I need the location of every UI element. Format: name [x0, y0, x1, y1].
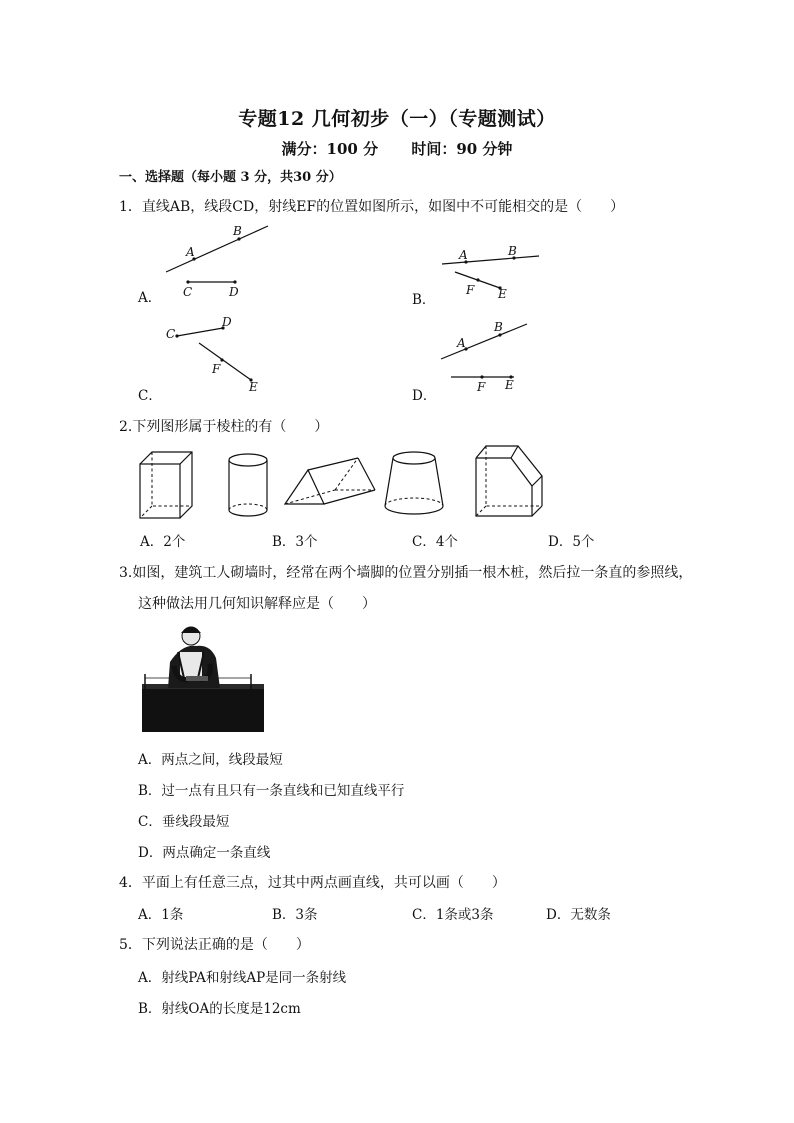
label-e: E — [498, 287, 507, 301]
q5-option-a: A．射线PA和射线AP是同一条射线 — [138, 970, 347, 986]
label-a: A — [459, 248, 468, 262]
question-3-line-2: 这种做法用几何知识解释应是（ ） — [138, 596, 376, 612]
time-info: 时间：90 分钟 — [411, 140, 513, 158]
label-b: B — [233, 224, 242, 238]
bricklayer-illustration — [140, 622, 264, 732]
cut-prism-figure — [476, 446, 542, 516]
label-b: B — [508, 244, 517, 258]
label-c: C — [183, 285, 193, 299]
q1-option-d: D． — [412, 388, 437, 404]
q3-option-c: C．垂线段最短 — [138, 814, 230, 830]
label-d: D — [222, 315, 232, 329]
q4-option-c: C．1条或3条 — [412, 907, 494, 923]
label-b: B — [494, 320, 503, 334]
question-4: 4．平面上有任意三点，过其中两点画直线，共可以画（ ） — [119, 875, 506, 891]
section-heading: 一、选择题（每小题 3 分，共30 分） — [119, 170, 342, 185]
q5-option-b: B．射线OA的长度是12cm — [138, 1001, 301, 1017]
question-3-line-1: 3.如图，建筑工人砌墙时，经常在两个墙脚的位置分别插一根木桩，然后拉一条直的参照线， — [119, 565, 693, 581]
question-2: 2.下列图形属于棱柱的有（ ） — [119, 419, 329, 435]
label-a: A — [457, 336, 466, 350]
q2-option-a: A．2个 — [140, 534, 186, 550]
label-f: F — [466, 283, 475, 297]
q2-option-d: D．5个 — [548, 534, 595, 550]
label-a: A — [186, 245, 195, 259]
label-e: E — [249, 380, 258, 394]
label-f: F — [212, 362, 221, 376]
cylinder-figure — [229, 454, 267, 516]
q3-option-a: A．两点之间，线段最短 — [138, 752, 283, 768]
q2-option-b: B．3个 — [272, 534, 318, 550]
label-f: F — [477, 380, 486, 394]
q1-option-a: A． — [138, 290, 162, 306]
score-info: 满分：100 分 — [281, 140, 379, 158]
question-1: 1．直线AB，线段CD，射线EF的位置如图所示，如图中不可能相交的是（ ） — [119, 199, 625, 215]
q4-option-a: A．1条 — [138, 907, 184, 923]
label-d: D — [229, 285, 239, 299]
question-5: 5．下列说法正确的是（ ） — [119, 937, 310, 953]
q3-option-d: D．两点确定一条直线 — [138, 845, 271, 861]
page-title: 专题12 几何初步（一）（专题测试） — [238, 108, 556, 130]
frustum-figure — [385, 452, 443, 514]
q4-option-b: B．3条 — [272, 907, 318, 923]
q3-option-b: B．过一点有且只有一条直线和已知直线平行 — [138, 783, 405, 799]
q1-option-b: B． — [412, 292, 436, 308]
triangular-prism-figure — [285, 458, 375, 504]
cuboid-figure — [140, 452, 192, 518]
q2-option-c: C．4个 — [412, 534, 458, 550]
label-e: E — [505, 378, 514, 392]
q4-option-d: D．无数条 — [546, 907, 611, 923]
label-c: C — [166, 327, 176, 341]
q1-option-c: C． — [138, 388, 162, 404]
